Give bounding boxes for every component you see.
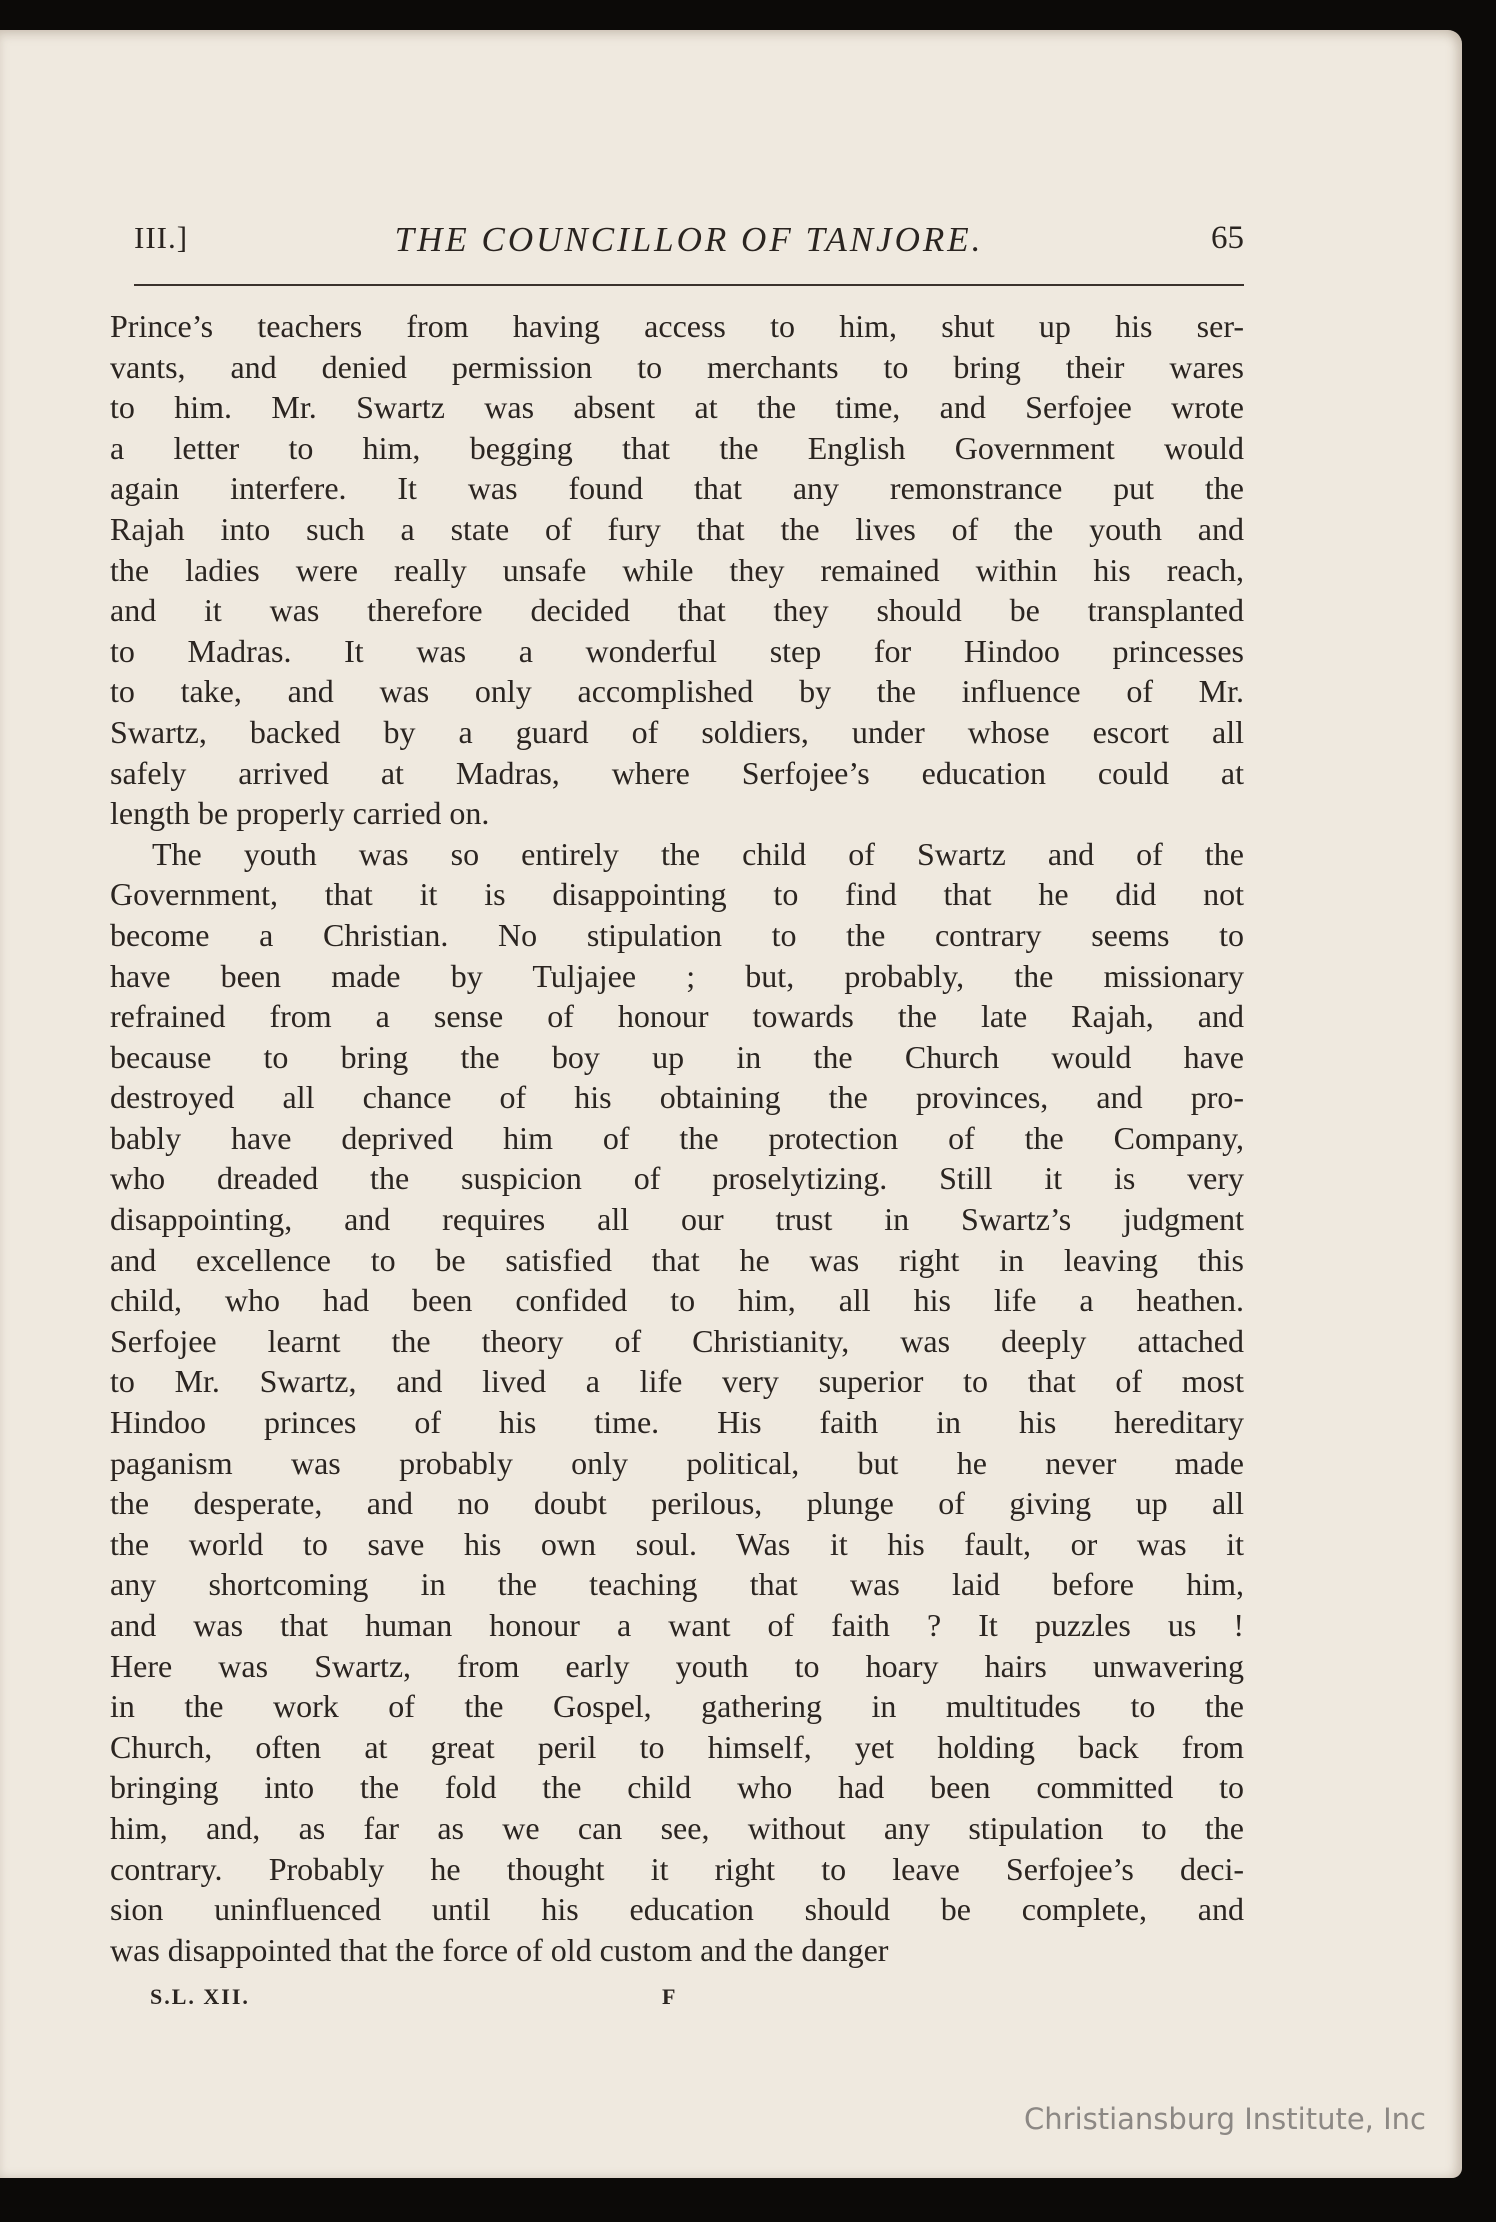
text-line: Prince’s teachers from having access to him, shut up his ser-	[110, 308, 1244, 344]
text-line: refrained from a sense of honour towards the late Rajah, and	[110, 998, 1244, 1035]
text-line: contrary. Probably he thought it right to leave Serfojee’s deci-	[110, 1850, 1244, 1887]
text-line: to Mr. Swartz, and lived a life very superior to that of most	[110, 1363, 1244, 1400]
text-line: the ladies were really unsafe while they remained within his reach,	[110, 551, 1244, 588]
text-line: was disappointed that the force of old custom and the danger	[110, 1931, 889, 1968]
text-line: and it was therefore decided that they should be transplanted	[110, 592, 1244, 629]
text-line: paganism was probably only political, but he never made	[110, 1444, 1244, 1481]
text-line: again interfere. It was found that any remonstrance put the	[110, 470, 1244, 507]
book-page	[0, 30, 1462, 2178]
text-line: who dreaded the suspicion of proselytizing. Still it is very	[110, 1160, 1244, 1197]
text-line: because to bring the boy up in the Church would have	[110, 1038, 1244, 1075]
text-line: Serfojee learnt the theory of Christianity, was deeply attached	[110, 1322, 1244, 1359]
text-line: length be properly carried on.	[110, 795, 490, 832]
text-line: vants, and denied permission to merchants to bring their wares	[110, 348, 1244, 385]
text-line: safely arrived at Madras, where Serfojee’s education could at	[110, 754, 1244, 791]
text-line: the world to save his own soul. Was it his fault, or was it	[110, 1525, 1244, 1562]
text-line: Rajah into such a state of fury that the lives of the youth and	[110, 510, 1244, 547]
text-line: the desperate, and no doubt perilous, plunge of giving up all	[110, 1485, 1244, 1522]
text-line: any shortcoming in the teaching that was laid before him,	[110, 1566, 1244, 1603]
body-text	[110, 306, 1244, 1970]
text-line: become a Christian. No stipulation to the contrary seems to	[110, 916, 1244, 953]
running-title: THE COUNCILLOR OF TANJORE.	[394, 220, 984, 259]
text-line: and excellence to be satisfied that he was right in leaving this	[110, 1241, 1244, 1278]
text-line: child, who had been confided to him, all his life a heathen.	[110, 1282, 1244, 1319]
text-line: him, and, as far as we can see, without any stipulation to the	[110, 1809, 1244, 1846]
paragraph	[110, 834, 1244, 1971]
running-header	[134, 220, 1244, 270]
text-line: disappointing, and requires all our trust in Swartz’s judgment	[110, 1201, 1244, 1238]
page-number: 65	[1211, 220, 1244, 256]
signature-letter: F	[662, 1984, 676, 2009]
text-line: Government, that it is disappointing to find that he did not	[110, 876, 1244, 913]
text-line: bably have deprived him of the protection of the Company,	[110, 1119, 1244, 1156]
text-line: Hindoo princes of his time. His faith in his hereditary	[110, 1404, 1244, 1441]
text-line: Swartz, backed by a guard of soldiers, under whose escort all	[110, 713, 1244, 750]
text-line: to Madras. It was a wonderful step for Hindoo princesses	[110, 632, 1244, 669]
text-line: a letter to him, begging that the English Government would	[110, 429, 1244, 466]
signature-mark: S.L. XII.	[150, 1984, 250, 2009]
text-line: to take, and was only accomplished by the influence of Mr.	[110, 673, 1244, 710]
text-line: destroyed all chance of his obtaining the provinces, and pro-	[110, 1079, 1244, 1116]
watermark: Christiansburg Institute, Inc	[1024, 2102, 1426, 2136]
text-line: sion uninfluenced until his education should be complete, and	[110, 1891, 1244, 1928]
text-line: Church, often at great peril to himself, yet holding back from	[110, 1728, 1244, 1765]
chapter-number: III.]	[134, 220, 189, 255]
text-line: in the work of the Gospel, gathering in multitudes to the	[110, 1688, 1244, 1725]
text-line: and was that human honour a want of faith ? It puzzles us !	[110, 1607, 1244, 1643]
text-line: have been made by Tuljajee ; but, probably, the missionary	[110, 957, 1244, 994]
paragraph	[110, 306, 1244, 834]
text-line: bringing into the fold the child who had been committed to	[110, 1769, 1244, 1806]
text-line: to him. Mr. Swartz was absent at the time, and Serfojee wrote	[110, 389, 1244, 426]
text-line: Here was Swartz, from early youth to hoary hairs unwavering	[110, 1647, 1244, 1684]
header-rule	[134, 284, 1244, 286]
text-line: The youth was so entirely the child of Swartz and of the	[152, 835, 1244, 872]
